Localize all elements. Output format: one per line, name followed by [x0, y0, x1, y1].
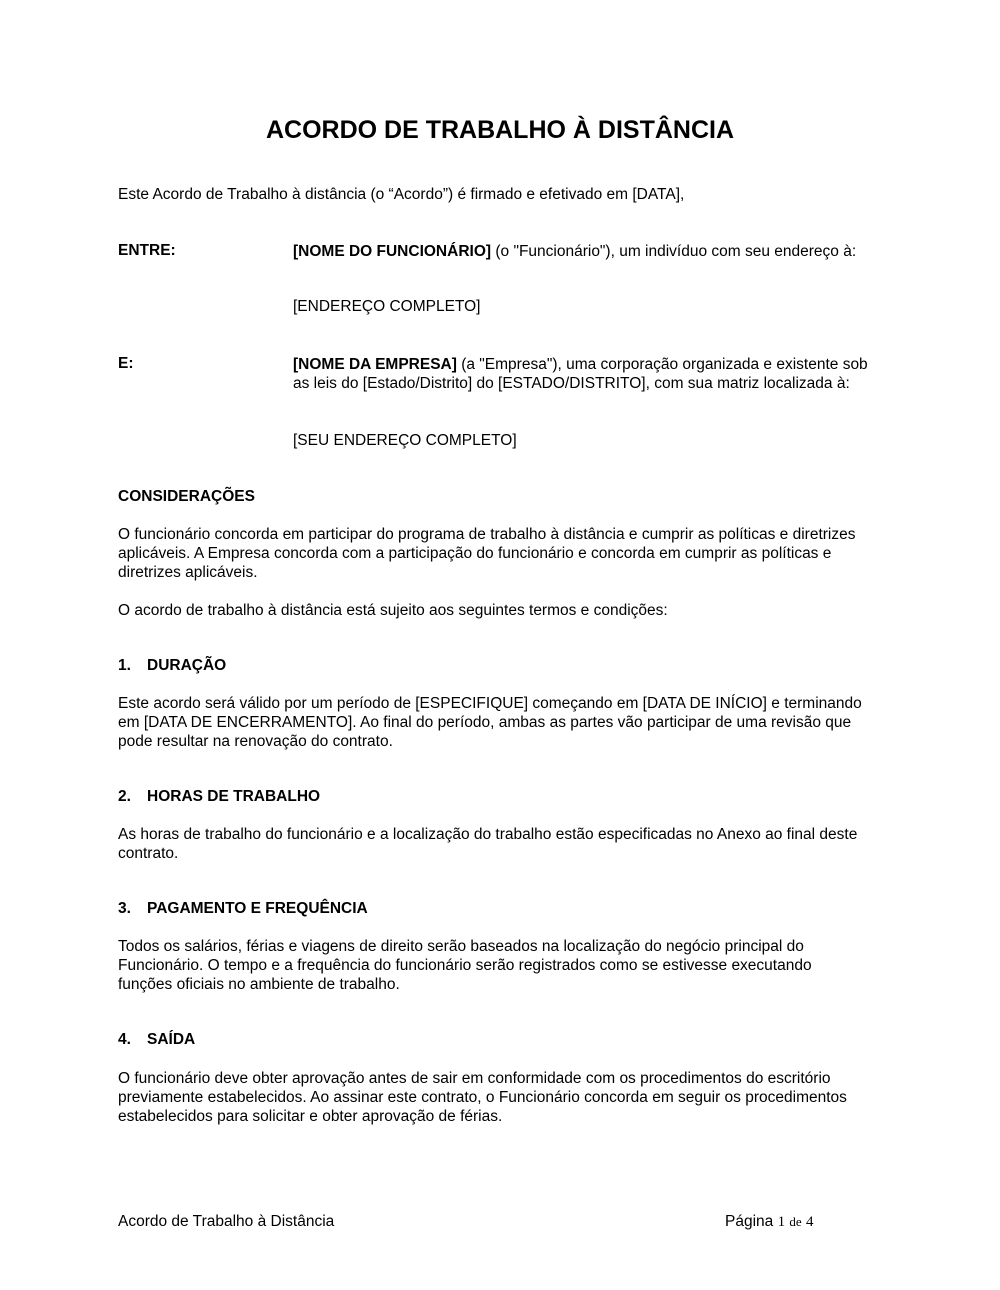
section-number: 3. [118, 900, 131, 917]
document-title: ACORDO DE TRABALHO À DISTÂNCIA [265, 116, 735, 144]
section-heading-pagamento [118, 900, 368, 918]
section-number: 4. [118, 1031, 131, 1048]
footer-page-number [725, 1213, 813, 1231]
section-body-duracao: Este acordo será válido por um período de [ESPECIFIQUE] começando em [DATA DE INÍCIO] e terminando em [DATA DE ENCERRAMENTO]. Ao final do período, ambas as partes vão participar de uma revisão que pode resultar na renovação do contrato. [118, 695, 862, 750]
party-label-entre: ENTRE: [118, 242, 176, 259]
company-name-placeholder: [NOME DA EMPRESA] [293, 356, 457, 373]
section-title: PAGAMENTO E FREQUÊNCIA [147, 900, 368, 917]
company-address-placeholder: [SEU ENDEREÇO COMPLETO] [293, 432, 517, 449]
section-heading-duracao [118, 657, 226, 675]
section-heading-saida [118, 1031, 195, 1049]
considerations-heading: CONSIDERAÇÕES [118, 488, 255, 505]
company-description-text: (a "Empresa"), uma corporação organizada e existente sob as leis do [Estado/Distrito] do [ESTADO/DISTRITO], com sua matriz localizada à: [293, 356, 868, 392]
section-heading-horas [118, 788, 320, 806]
intro-paragraph: Este Acordo de Trabalho à distância (o “Acordo”) é firmado e efetivado em [DATA], [118, 186, 685, 203]
party-employee-description [293, 242, 883, 261]
section-title: HORAS DE TRABALHO [147, 788, 321, 805]
footer-document-title: Acordo de Trabalho à Distância [118, 1213, 335, 1230]
considerations-paragraph: O funcionário concorda em participar do programa de trabalho à distância e cumprir as políticas e diretrizes aplicáveis. A Empresa concorda com a participação do funcionário e concorda em cumprir as políticas e diretrizes aplicáveis. [118, 526, 856, 581]
section-number: 2. [118, 788, 131, 805]
party-label-e: E: [118, 355, 134, 372]
section-title: DURAÇÃO [147, 657, 227, 674]
page-of: de [789, 1214, 802, 1229]
employee-name-placeholder: [NOME DO FUNCIONÁRIO] [293, 243, 492, 260]
employee-address-placeholder: [ENDEREÇO COMPLETO] [293, 298, 481, 315]
section-number: 1. [118, 657, 131, 674]
page-current: 1 [777, 1214, 786, 1230]
party-company-description [293, 355, 883, 393]
page-label: Página [725, 1213, 774, 1230]
section-body-saida: O funcionário deve obter aprovação antes de sair em conformidade com os procedimentos do escritório previamente estabelecidos. Ao assinar este contrato, o Funcionário concorda em seguir os procedimentos estabelecidos para solicitar e obter aprovação de férias. [118, 1070, 847, 1125]
section-title: SAÍDA [147, 1031, 196, 1048]
employee-description-text: (o "Funcionário"), um indivíduo com seu endereço à: [491, 243, 857, 260]
section-body-pagamento: Todos os salários, férias e viagens de direito serão baseados na localização do negócio principal do Funcionário. O tempo e a frequência do funcionário serão registrados como se estivesse executando funções oficiais no ambiente de trabalho. [118, 938, 812, 993]
section-body-horas: As horas de trabalho do funcionário e a localização do trabalho estão especificadas no Anexo ao final deste contrato. [118, 826, 858, 862]
page-total: 4 [805, 1214, 814, 1230]
terms-intro-paragraph: O acordo de trabalho à distância está sujeito aos seguintes termos e condições: [118, 602, 668, 619]
